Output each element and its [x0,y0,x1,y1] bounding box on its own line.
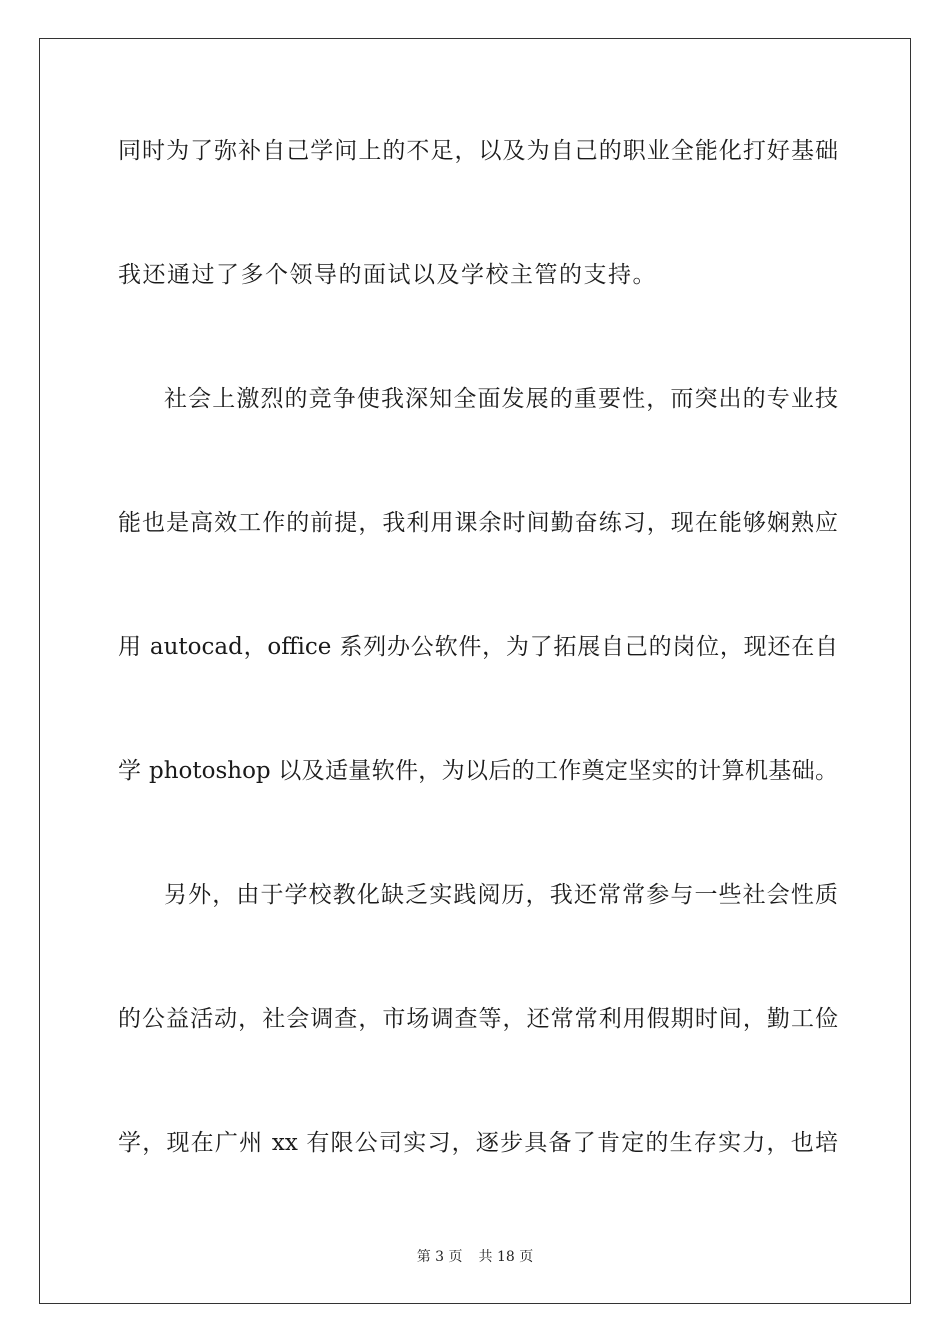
body-line-8: 的公益活动，社会调查，市场调查等，还常常利用假期时间，勤工俭 [118,1006,838,1032]
body-line-6: 学 photoshop 以及适量软件，为以后的工作奠定坚实的计算机基础。 [118,758,838,784]
body-line-2: 我还通过了多个领导的面试以及学校主管的支持。 [118,262,657,288]
body-line-1: 同时为了弥补自己学问上的不足，以及为自己的职业全能化打好基础 [118,138,838,164]
page-number: 第 3 页 [416,1249,463,1265]
page-border [39,38,911,1304]
body-line-5: 用 autocad，office 系列办公软件，为了拓展自己的岗位，现还在自 [118,634,838,660]
body-line-4: 能也是高效工作的前提，我利用课余时间勤奋练习，现在能够娴熟应 [118,510,838,536]
body-line-3: 社会上激烈的竞争使我深知全面发展的重要性，而突出的专业技 [164,386,838,412]
body-line-9: 学，现在广州 xx 有限公司实习，逐步具备了肯定的生存实力，也培 [118,1130,838,1156]
page-footer [0,1248,950,1266]
body-line-7: 另外，由于学校教化缺乏实践阅历，我还常常参与一些社会性质 [164,882,838,908]
page-total: 共 18 页 [478,1249,534,1265]
